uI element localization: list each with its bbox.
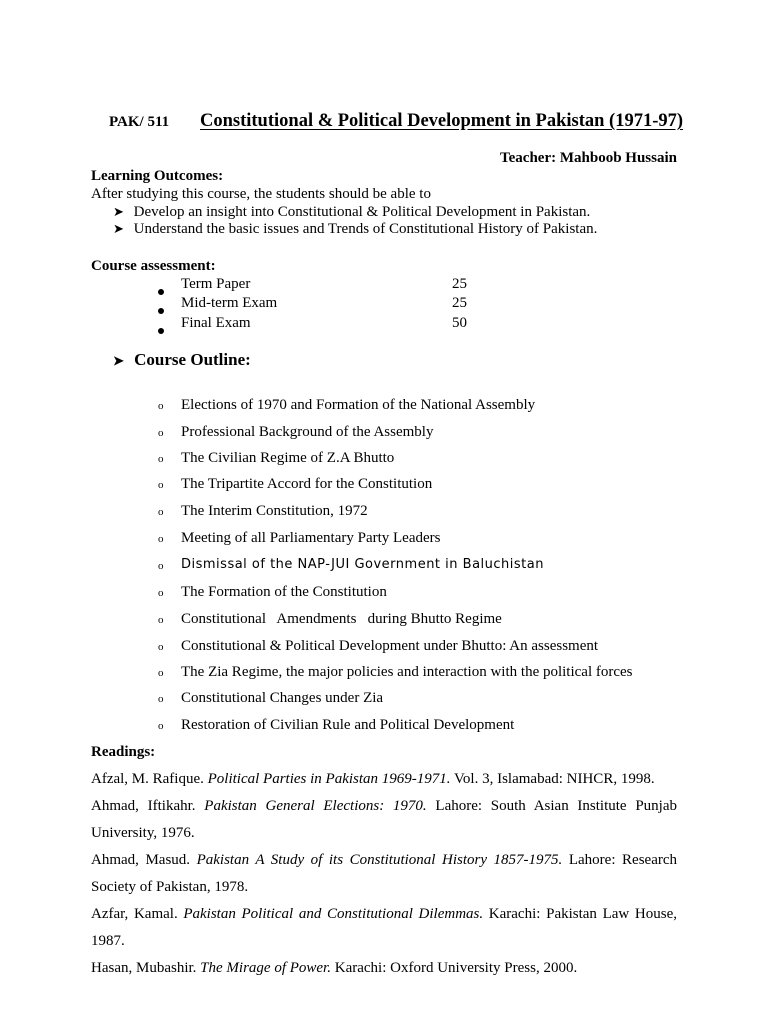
circle-bullet-icon: o <box>158 506 164 518</box>
assessment-value: 25 <box>452 276 467 292</box>
reading-author: Afzal, M. Rafique. <box>91 771 208 787</box>
reading-entry <box>91 793 677 847</box>
assessment-label: Term Paper <box>181 276 251 292</box>
outline-item: Constitutional Amendments during Bhutto Regime <box>181 611 502 627</box>
outline-item: Restoration of Civilian Rule and Political Development <box>181 717 515 733</box>
course-outline-heading-text: Course Outline: <box>134 350 251 369</box>
learning-outcome-text: Develop an insight into Constitutional & Political Development in Pakistan. <box>133 204 591 220</box>
outline-item: Meeting of all Parliamentary Party Leaders <box>181 530 441 546</box>
reading-author: Ahmad, Masud. <box>91 852 197 868</box>
reading-publication: Lahore: South Asian Institute Punjab University, 1976. <box>91 798 677 841</box>
arrow-bullet-icon: ➤ <box>113 204 124 219</box>
assessment-label: Final Exam <box>181 315 251 331</box>
reading-entry <box>91 847 677 901</box>
assessment-label: Mid-term Exam <box>181 295 278 311</box>
circle-bullet-icon: o <box>158 560 164 572</box>
circle-bullet-icon: o <box>158 453 164 465</box>
assessment-heading: Course assessment: <box>91 258 216 274</box>
teacher-name: Teacher: Mahboob Hussain <box>500 150 677 166</box>
arrow-bullet-icon: ➤ <box>113 353 124 368</box>
circle-bullet-icon: o <box>158 667 164 679</box>
reading-entry <box>91 955 677 982</box>
learning-outcome-item <box>113 221 597 238</box>
circle-bullet-icon: o <box>158 533 164 545</box>
assessment-value: 50 <box>452 315 467 331</box>
reading-title: The Mirage of Power. <box>200 960 331 976</box>
circle-bullet-icon: o <box>158 587 164 599</box>
outline-item: The Civilian Regime of Z.A Bhutto <box>181 450 395 466</box>
reading-title: Pakistan Political and Constitutional Dilemmas. <box>183 906 484 922</box>
readings-heading: Readings: <box>91 744 156 760</box>
reading-publication: Vol. 3, Islamabad: NIHCR, 1998. <box>450 771 655 787</box>
outline-item: The Zia Regime, the major policies and interaction with the political forces <box>181 664 633 680</box>
reading-author: Ahmad, Iftikahr. <box>91 798 205 814</box>
reading-author: Hasan, Mubashir. <box>91 960 201 976</box>
reading-publication: Karachi: Pakistan Law House, 1987. <box>91 906 677 949</box>
reading-title: Political Parties in Pakistan 1969-1971. <box>207 771 451 787</box>
course-code: PAK/ 511 <box>109 114 170 130</box>
outline-item: Elections of 1970 and Formation of the National Assembly <box>181 397 536 413</box>
learning-outcomes-heading: Learning Outcomes: <box>91 168 224 184</box>
outline-item: The Formation of the Constitution <box>181 584 387 600</box>
circle-bullet-icon: o <box>158 427 164 439</box>
learning-outcome-text: Understand the basic issues and Trends of Constitutional History of Pakistan. <box>133 221 598 237</box>
reading-title: Pakistan A Study of its Constitutional History 1857-1975. <box>196 852 563 868</box>
outline-item: Constitutional Changes under Zia <box>181 690 384 706</box>
reading-title: Pakistan General Elections: 1970. <box>204 798 427 814</box>
reading-publication: Karachi: Oxford University Press, 2000. <box>330 960 578 976</box>
circle-bullet-icon: o <box>158 400 164 412</box>
assessment-value: 25 <box>452 295 467 311</box>
bullet-icon <box>158 321 164 339</box>
circle-bullet-icon: o <box>158 720 164 732</box>
outline-item: Professional Background of the Assembly <box>181 424 434 440</box>
circle-bullet-icon: o <box>158 641 164 653</box>
reading-publication: Lahore: Research Society of Pakistan, 1978. <box>91 852 677 895</box>
bullet-icon <box>158 282 164 300</box>
circle-bullet-icon: o <box>158 479 164 491</box>
reading-entry <box>91 901 677 955</box>
reading-author: Azfar, Kamal. <box>91 906 184 922</box>
learning-outcome-item <box>113 204 590 221</box>
circle-bullet-icon: o <box>158 614 164 626</box>
learning-outcomes-intro: After studying this course, the students should be able to <box>91 186 431 202</box>
outline-item: The Interim Constitution, 1972 <box>181 503 368 519</box>
reading-entry <box>91 766 677 793</box>
circle-bullet-icon: o <box>158 693 164 705</box>
outline-item: The Tripartite Accord for the Constitution <box>181 476 433 492</box>
course-title: Constitutional & Political Development in Pakistan (1971-97) <box>200 111 684 131</box>
outline-item: Dismissal of the NAP-JUI Government in Baluchistan <box>181 557 544 572</box>
outline-item: Constitutional & Political Development under Bhutto: An assessment <box>181 638 599 654</box>
arrow-bullet-icon: ➤ <box>113 221 124 236</box>
bullet-icon <box>158 301 164 319</box>
course-outline-heading <box>113 350 251 370</box>
